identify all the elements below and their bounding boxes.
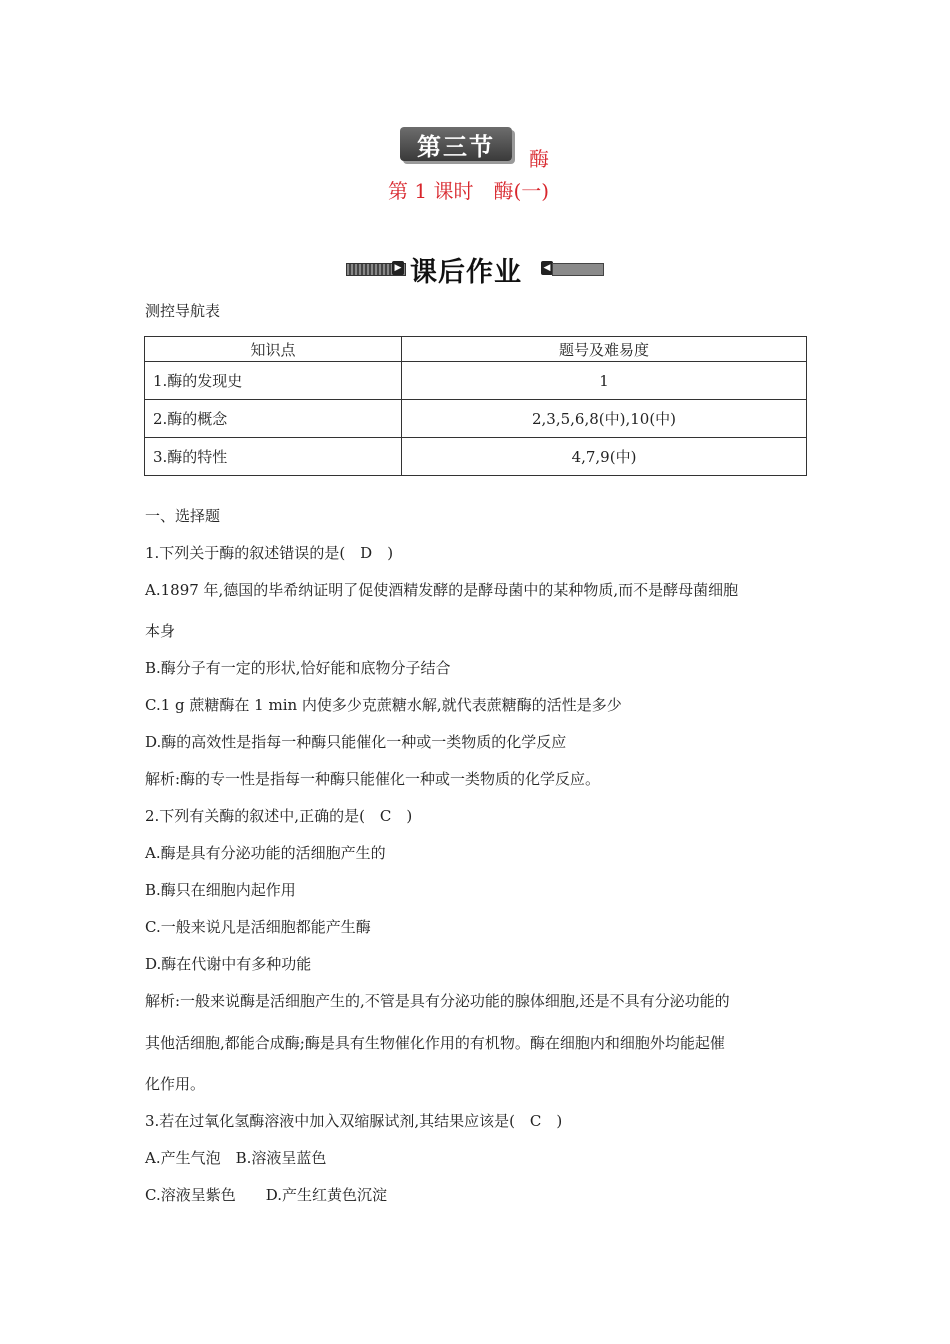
text-line: C.1 g 蔗糖酶在 1 min 内使多少克蔗糖水解,就代表蔗糖酶的活性是多少 (145, 696, 622, 714)
text-line: B.酶只在细胞内起作用 (145, 881, 296, 899)
table-cell-topic: 3.酶的特性 (145, 438, 402, 476)
text-line: A.1897 年,德国的毕希纳证明了促使酒精发酵的是酵母菌中的某种物质,而不是酵母菌细胞 (145, 581, 739, 599)
table-cell-questions: 2,3,5,6,8(中),10(中) (402, 400, 807, 438)
text-line: 解析:酶的专一性是指每一种酶只能催化一种或一类物质的化学反应。 (145, 770, 601, 788)
table-cell-questions: 4,7,9(中) (402, 438, 807, 476)
text-line: 解析:一般来说酶是活细胞产生的,不管是具有分泌功能的腺体细胞,还是不具有分泌功能的 (145, 992, 730, 1010)
text-line: C.一般来说凡是活细胞都能产生酶 (145, 918, 371, 936)
text-line: D.酶在代谢中有多种功能 (145, 955, 312, 973)
table-cell-topic: 1.酶的发现史 (145, 362, 402, 400)
banner-bar-right (552, 263, 604, 276)
table-cell-questions: 1 (402, 362, 807, 400)
table-header-row (145, 337, 807, 362)
banner-left-arrow-icon: ◀ (541, 261, 553, 275)
text-line: C.溶液呈紫色 D.产生红黄色沉淀 (145, 1186, 387, 1204)
text-line: 本身 (145, 622, 176, 640)
text-line: 其他活细胞,都能合成酶;酶是具有生物催化作用的有机物。酶在细胞内和细胞外均能起催 (145, 1034, 725, 1052)
text-line: 2.下列有关酶的叙述中,正确的是( C ) (145, 807, 413, 825)
text-line: D.酶的高效性是指每一种酶只能催化一种或一类物质的化学反应 (145, 733, 567, 751)
table-row (145, 400, 807, 438)
section-heading: 一、选择题 (145, 507, 221, 525)
lesson-title: 第 1 课时 酶(一) (388, 179, 550, 203)
banner-right-arrow-icon: ▶ (392, 261, 404, 275)
text-line: A.酶是具有分泌功能的活细胞产生的 (145, 844, 386, 862)
table-row (145, 362, 807, 400)
navigation-table (144, 336, 807, 476)
table-title: 测控导航表 (145, 302, 221, 320)
text-line: 化作用。 (145, 1075, 206, 1093)
table-header-cell: 题号及难易度 (402, 337, 807, 362)
section-badge: 第三节 (400, 127, 512, 161)
section-title: 酶 (529, 147, 549, 171)
table-row (145, 438, 807, 476)
table-header-cell: 知识点 (145, 337, 402, 362)
text-line: A.产生气泡 B.溶液呈蓝色 (145, 1149, 327, 1167)
table-cell-topic: 2.酶的概念 (145, 400, 402, 438)
banner-title: 课后作业 (410, 257, 522, 288)
text-line: 1.下列关于酶的叙述错误的是( D ) (145, 544, 394, 562)
text-line: 3.若在过氧化氢酶溶液中加入双缩脲试剂,其结果应该是( C ) (145, 1112, 563, 1130)
text-line: B.酶分子有一定的形状,恰好能和底物分子结合 (145, 659, 451, 677)
